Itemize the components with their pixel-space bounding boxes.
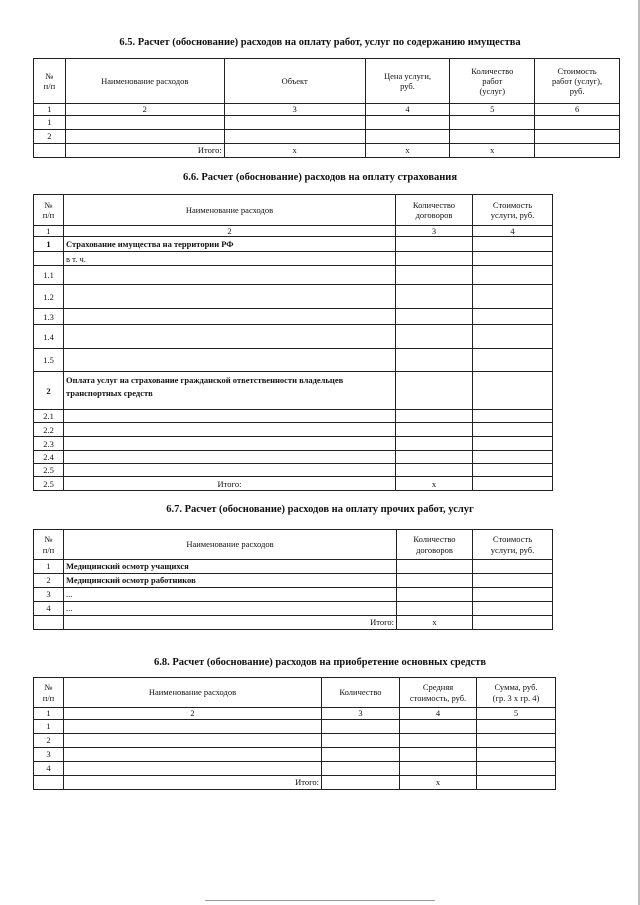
header-avg-cost: Средняя стоимость, руб. [400, 678, 477, 708]
cell [396, 266, 473, 285]
table-row [34, 574, 553, 588]
table-row [34, 237, 553, 252]
colnum: 6 [535, 104, 620, 116]
cell [397, 574, 473, 588]
header-name: Наименование расходов [64, 195, 396, 226]
table-row [34, 325, 553, 349]
table-6-5 [33, 58, 620, 158]
row-num: 1 [34, 116, 66, 130]
row-num: 2.2 [34, 423, 64, 437]
total-label: Итого: [65, 144, 224, 158]
cell [64, 720, 322, 734]
total-label: Итого: [64, 616, 397, 630]
cell [473, 602, 553, 616]
row-name: Оплата услуг на страхование гражданской ответственности владельцев транспортных средств [64, 372, 396, 410]
cell [400, 720, 477, 734]
row-num: 1 [34, 237, 64, 252]
cell [396, 437, 473, 451]
table-row [34, 423, 553, 437]
row-num: 2.4 [34, 451, 64, 464]
table-row [34, 437, 553, 451]
total-row [34, 616, 553, 630]
header-num: № п/п [34, 195, 64, 226]
row-num: 4 [34, 602, 64, 616]
colnum: 2 [64, 226, 396, 237]
row-num: 2.5 [34, 477, 64, 491]
total-cell: x [396, 477, 473, 491]
cell [396, 325, 473, 349]
header-quantity: Количество работ (услуг) [450, 59, 535, 104]
colnum: 5 [450, 104, 535, 116]
cell [365, 130, 450, 144]
cell [224, 116, 365, 130]
row-num: 2.1 [34, 410, 64, 423]
row-num: 3 [34, 588, 64, 602]
cell [473, 423, 553, 437]
cell [400, 762, 477, 776]
cell [396, 309, 473, 325]
cell [365, 116, 450, 130]
cell [477, 734, 556, 748]
header-cost: Стоимость услуги, руб. [473, 195, 553, 226]
table-row [34, 720, 556, 734]
cell [64, 325, 396, 349]
table-row [34, 309, 553, 325]
cell [473, 372, 553, 410]
cell [473, 437, 553, 451]
cell [396, 285, 473, 309]
row-num: 3 [34, 748, 64, 762]
row-num: 1.5 [34, 349, 64, 372]
header-name: Наименование расходов [65, 59, 224, 104]
colnum: 2 [64, 708, 322, 720]
cell [64, 349, 396, 372]
cell [64, 309, 396, 325]
table-row [34, 451, 553, 464]
total-label: Итого: [64, 477, 396, 491]
cell [322, 748, 400, 762]
table-row [34, 560, 553, 574]
cell [473, 252, 553, 266]
table-row [34, 285, 553, 309]
table-row [34, 588, 553, 602]
table-row [34, 116, 620, 130]
colnum: 4 [365, 104, 450, 116]
row-name: ... [64, 602, 397, 616]
cell [397, 602, 473, 616]
cell [322, 720, 400, 734]
total-row [34, 776, 556, 790]
total-cell: x [365, 144, 450, 158]
cell [450, 116, 535, 130]
cell [396, 464, 473, 477]
bottom-rule [205, 900, 435, 901]
colnum: 2 [65, 104, 224, 116]
section-6-6-title: 6.6. Расчет (обоснование) расходов на оплату страхования [182, 172, 458, 183]
total-row [34, 144, 620, 158]
cell [64, 266, 396, 285]
section-6-5-title: 6.5. Расчет (обоснование) расходов на оплату работ, услуг по содержанию имущества [119, 37, 521, 48]
cell [64, 285, 396, 309]
cell [477, 762, 556, 776]
colnum: 5 [477, 708, 556, 720]
table-row [34, 349, 553, 372]
cell [473, 325, 553, 349]
row-num: 2 [34, 574, 64, 588]
total-cell: x [397, 616, 473, 630]
row-num: 1.2 [34, 285, 64, 309]
cell [400, 748, 477, 762]
row-num: 1.3 [34, 309, 64, 325]
cell [477, 748, 556, 762]
cell [450, 130, 535, 144]
cell [65, 130, 224, 144]
table-row [34, 252, 553, 266]
header-contracts: Количество договоров [397, 530, 473, 560]
row-num: 2 [34, 734, 64, 748]
table-row [34, 762, 556, 776]
cell [396, 372, 473, 410]
table-row [34, 266, 553, 285]
cell [473, 560, 553, 574]
table-row [34, 748, 556, 762]
cell [473, 574, 553, 588]
section-6-7-title: 6.7. Расчет (обоснование) расходов на оплату прочих работ, услуг [166, 504, 474, 515]
table-row [34, 464, 553, 477]
total-row [34, 477, 553, 491]
cell [397, 588, 473, 602]
total-cell: x [224, 144, 365, 158]
cell [224, 130, 365, 144]
cell [473, 309, 553, 325]
cell [396, 237, 473, 252]
row-num: 1.4 [34, 325, 64, 349]
cell [64, 734, 322, 748]
cell [473, 451, 553, 464]
table-row [34, 602, 553, 616]
cell [535, 130, 620, 144]
cell [396, 423, 473, 437]
cell [396, 451, 473, 464]
header-num: № п/п [34, 59, 66, 104]
cell [473, 237, 553, 252]
cell [322, 762, 400, 776]
colnum: 3 [322, 708, 400, 720]
cell [64, 451, 396, 464]
colnum: 1 [34, 104, 66, 116]
row-num: 1.1 [34, 266, 64, 285]
table-row [34, 410, 553, 423]
cell [473, 410, 553, 423]
section-6-8-title: 6.8. Расчет (обоснование) расходов на приобретение основных средств [153, 657, 487, 668]
cell [473, 464, 553, 477]
header-sum: Сумма, руб. (гр. 3 x гр. 4) [477, 678, 556, 708]
row-num: 2.5 [34, 464, 64, 477]
total-cell: x [450, 144, 535, 158]
cell [396, 410, 473, 423]
header-num: № п/п [34, 530, 64, 560]
table-6-8 [33, 677, 556, 790]
cell [64, 762, 322, 776]
row-num: 1 [34, 720, 64, 734]
cell [65, 116, 224, 130]
total-label: Итого: [64, 776, 322, 790]
colnum: 1 [34, 226, 64, 237]
row-name: Медицинский осмотр работников [64, 574, 397, 588]
header-cost: Стоимость работ (услуг), руб. [535, 59, 620, 104]
cell [473, 285, 553, 309]
row-num: 4 [34, 762, 64, 776]
row-name: Медицинский осмотр учащихся [64, 560, 397, 574]
header-contracts: Количество договоров [396, 195, 473, 226]
row-num: 2 [34, 372, 64, 410]
row-num: 1 [34, 560, 64, 574]
cell [400, 734, 477, 748]
table-row [34, 372, 553, 410]
cell [473, 266, 553, 285]
header-price: Цена услуги, руб. [365, 59, 450, 104]
cell [64, 464, 396, 477]
row-num: 2.3 [34, 437, 64, 451]
colnum: 4 [400, 708, 477, 720]
row-name: ... [64, 588, 397, 602]
row-num: 2 [34, 130, 66, 144]
cell [322, 734, 400, 748]
header-name: Наименование расходов [64, 530, 397, 560]
row-name: Страхование имущества на территории РФ [64, 237, 396, 252]
row-name: в т. ч. [64, 252, 396, 266]
cell [473, 349, 553, 372]
cell [397, 560, 473, 574]
cell [396, 349, 473, 372]
cell [64, 748, 322, 762]
cell [473, 588, 553, 602]
header-quantity: Количество [322, 678, 400, 708]
header-num: № п/п [34, 678, 64, 708]
table-6-7 [33, 529, 553, 630]
header-cost: Стоимость услуги, руб. [473, 530, 553, 560]
header-name: Наименование расходов [64, 678, 322, 708]
colnum: 4 [473, 226, 553, 237]
colnum: 1 [34, 708, 64, 720]
table-6-6 [33, 194, 553, 491]
colnum: 3 [396, 226, 473, 237]
cell [64, 437, 396, 451]
header-object: Объект [224, 59, 365, 104]
table-row [34, 130, 620, 144]
cell [64, 423, 396, 437]
row-num [34, 252, 64, 266]
cell [64, 410, 396, 423]
cell [396, 252, 473, 266]
cell [535, 116, 620, 130]
cell [477, 720, 556, 734]
total-cell: x [400, 776, 477, 790]
colnum: 3 [224, 104, 365, 116]
table-row [34, 734, 556, 748]
